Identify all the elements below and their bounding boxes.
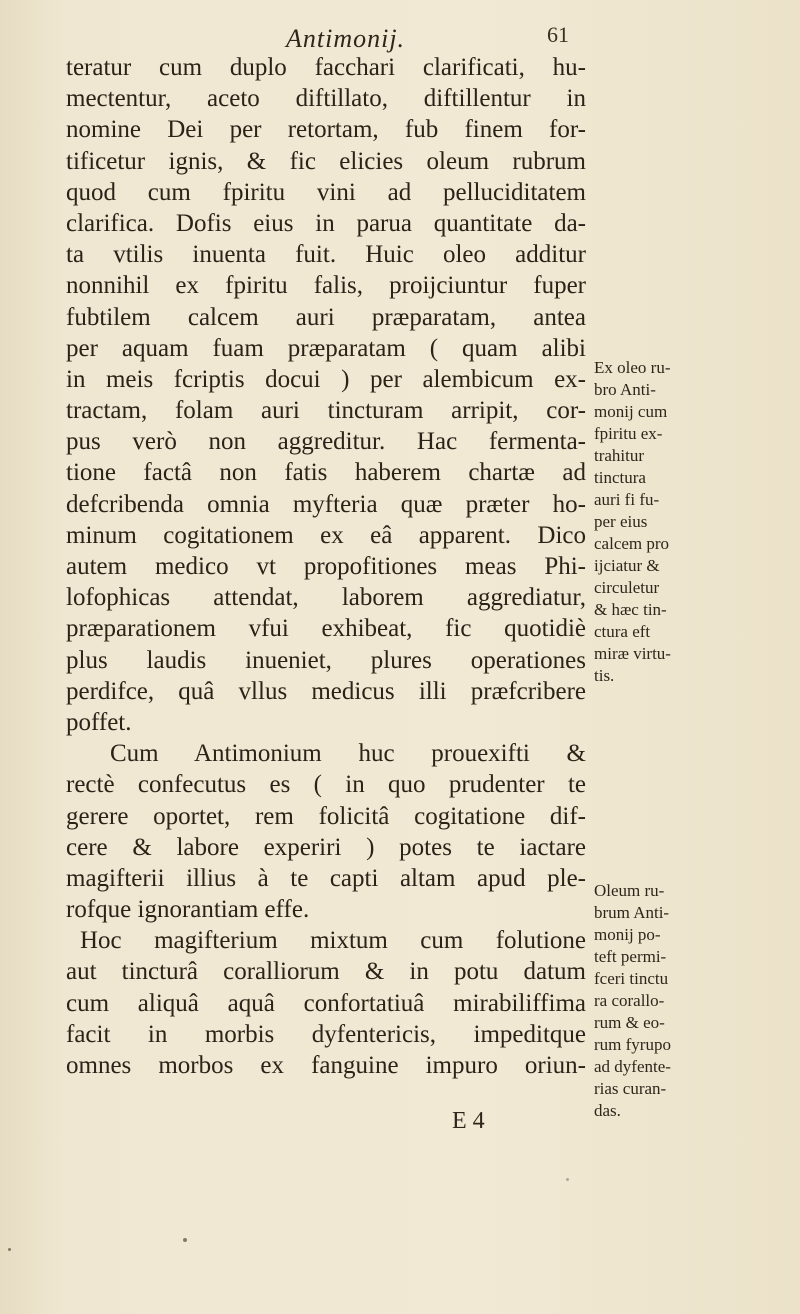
text-line: poffet. <box>66 708 132 736</box>
page-number: 61 <box>547 22 569 47</box>
margin-note-line: rias curan- <box>594 1079 667 1098</box>
margin-note-line: teft permi- <box>594 947 667 966</box>
text-line: mectentur, aceto diftillato, diftillentur in <box>66 85 586 113</box>
text-line: præparationem vfui exhibeat, fic quotidiè <box>66 615 586 643</box>
margin-note-line: ijciatur & <box>594 556 660 575</box>
running-head: Antimonij. <box>286 24 406 53</box>
text-line: Cum Antimonium huc prouexifti & <box>110 740 586 768</box>
text-line: magifterii illius à te capti altam apud ple- <box>66 864 586 892</box>
text-line: clarifica. Dofis eius in parua quantitate da- <box>66 209 586 237</box>
margin-note-line: tis. <box>594 666 615 685</box>
margin-note-line: per eius <box>594 512 648 531</box>
text-line: lofophicas attendat, laborem aggrediatur, <box>66 584 586 612</box>
text-line: quod cum fpiritu vini ad pelluciditatem <box>66 178 586 206</box>
margin-note <box>594 880 704 1122</box>
margin-note-line: fpiritu ex- <box>594 424 663 443</box>
text-line: nomine Dei per retortam, fub finem for- <box>66 116 586 144</box>
text-line: in meis fcriptis docui ) per alembicum ex- <box>66 365 586 393</box>
ink-speck <box>183 1238 187 1242</box>
margin-note-line: ra corallo- <box>594 991 665 1010</box>
margin-note-line: bro Anti- <box>594 380 656 399</box>
signature-mark: E 4 <box>452 1108 485 1134</box>
margin-note-line: das. <box>594 1101 621 1120</box>
text-line: rectè confecutus es ( in quo prudenter te <box>66 771 586 799</box>
text-line: perdifce, quâ vllus medicus illi præfcribere <box>66 677 586 705</box>
margin-note-line: calcem pro <box>594 534 670 553</box>
text-line: fubtilem calcem auri præparatam, antea <box>66 303 586 331</box>
text-line: nonnihil ex fpiritu falis, proijciuntur fuper <box>66 272 586 300</box>
text-line: tractam, folam auri tincturam arripit, cor- <box>66 397 586 425</box>
text-line: facit in morbis dyfentericis, impeditque <box>66 1020 586 1048</box>
text-line: ta vtilis inuenta fuit. Huic oleo additur <box>66 241 586 269</box>
text-line: aut tincturâ coralliorum & in potu datum <box>66 958 586 986</box>
margin-note-line: circuletur <box>594 578 660 597</box>
margin-note-line: rum fyrupo <box>594 1035 671 1054</box>
text-line: autem medico vt propofitiones meas Phi- <box>66 553 586 580</box>
text-line: minum cogitationem ex eâ apparent. Dico <box>66 521 586 549</box>
text-line: cum aliquâ aquâ confortatiuâ mirabiliffima <box>66 989 586 1017</box>
margin-note-line: Ex oleo ru- <box>594 358 671 377</box>
margin-note-line: auri fi fu- <box>594 490 660 509</box>
ink-speck <box>566 1178 569 1181</box>
margin-note-line: & hæc tin- <box>594 600 667 619</box>
margin-note-line: ctura eft <box>594 622 651 641</box>
text-line: plus laudis inueniet, plures operationes <box>66 646 586 674</box>
margin-note-line: brum Anti- <box>594 903 670 922</box>
margin-note <box>594 357 704 687</box>
text-line: Hoc magifterium mixtum cum folutione <box>80 927 586 955</box>
margin-note-line: rum & eo- <box>594 1013 665 1032</box>
text-line: omnes morbos ex fanguine impuro oriun- <box>66 1052 586 1079</box>
ink-speck <box>8 1248 11 1251</box>
text-line: rofque ignorantiam effe. <box>66 896 310 924</box>
text-line: teratur cum duplo facchari clarificati, hu- <box>66 54 586 81</box>
margin-note-line: Oleum ru- <box>594 881 665 900</box>
text-line: tificetur ignis, & fic elicies oleum rubrum <box>66 147 586 175</box>
text-line: tione factâ non fatis haberem chartæ ad <box>66 459 586 487</box>
margin-note-line: trahitur <box>594 446 645 465</box>
text-line: pus verò non aggreditur. Hac fermenta- <box>66 428 586 456</box>
text-line: defcribenda omnia myfteria quæ præter ho- <box>66 490 586 518</box>
main-text-block <box>66 52 586 1081</box>
margin-note-line: fceri tinctu <box>594 969 669 988</box>
margin-note-line: monij po- <box>594 925 661 944</box>
text-line: per aquam fuam præparatam ( quam alibi <box>66 334 586 362</box>
margin-note-line: miræ virtu- <box>594 644 671 663</box>
margin-note-line: tinctura <box>594 468 646 487</box>
text-line: cere & labore experiri ) potes te iactare <box>66 833 586 861</box>
text-line: gerere oportet, rem folicitâ cogitatione dif- <box>66 802 586 830</box>
margin-note-line: monij cum <box>594 402 668 421</box>
margin-note-line: ad dyfente- <box>594 1057 671 1076</box>
